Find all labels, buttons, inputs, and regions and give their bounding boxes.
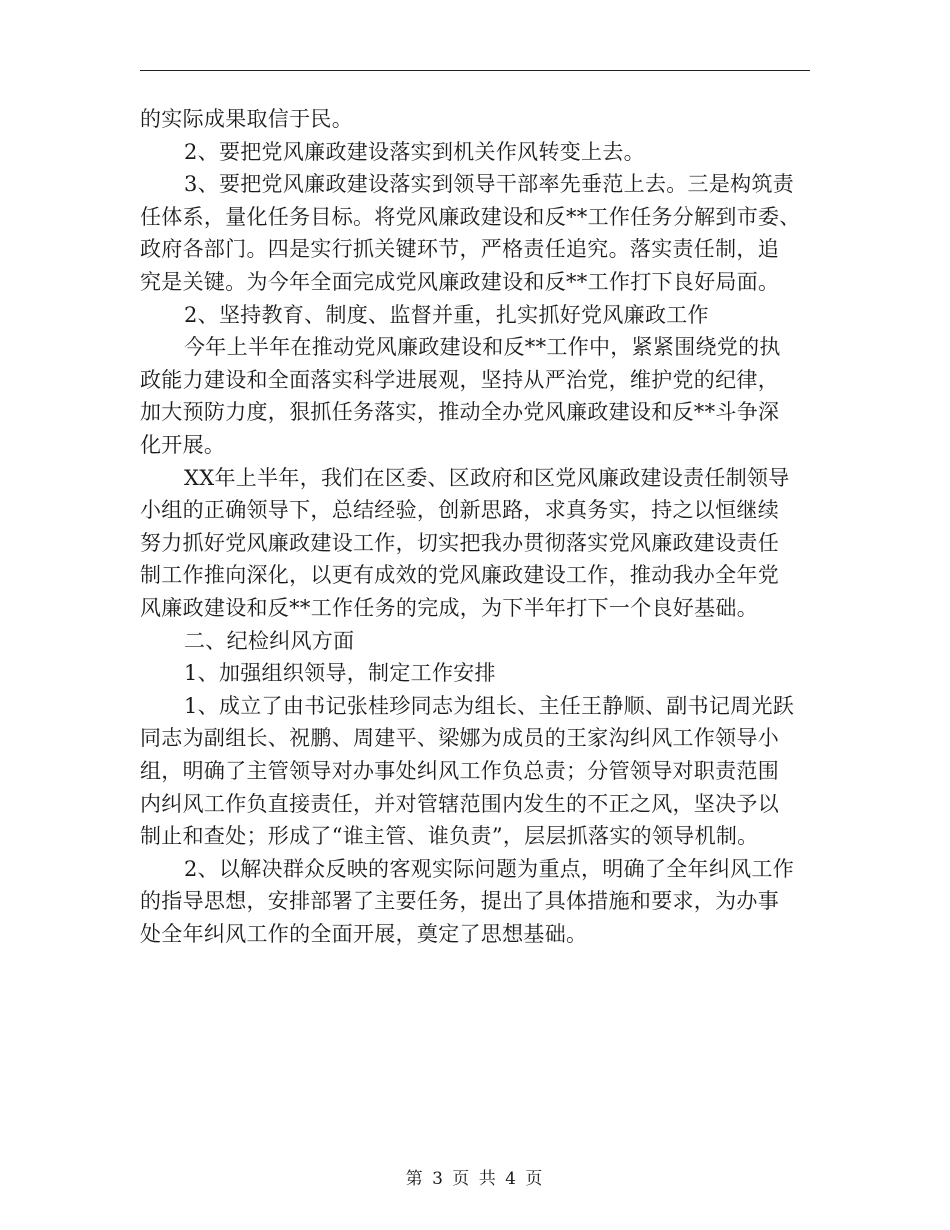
paragraph-line: 制工作推向深化，以更有成效的党风廉政建设工作，推动我办全年党 (140, 563, 779, 588)
paragraph-line: 政能力建设和全面落实科学进展观，坚持从严治党，维护党的纪律， (140, 367, 779, 392)
paragraph-line: 政府各部门。四是实行抓关键环节，严格责任追究。落实责任制，追 (140, 237, 779, 262)
paragraph-line: 究是关键。为今年全面完成党风廉政建设和反**工作打下良好局面。 (140, 270, 780, 294)
paragraph-line: 2、坚持教育、制度、监督并重，扎实抓好党风廉政工作 (184, 302, 709, 327)
paragraph-line: 1、成立了由书记张桂珍同志为组长、主任王静顺、副书记周光跃 (184, 693, 795, 718)
paragraph-line: 同志为副组长、祝鹏、周建平、梁娜为成员的王家沟纠风工作领导小 (140, 726, 779, 751)
paragraph-line: 任体系，量化任务目标。将党风廉政建设和反**工作任务分解到市委、 (140, 204, 801, 229)
page-footer: 第 3 页 共 4 页 (405, 1169, 545, 1189)
paragraph-line: XX年上半年，我们在区委、区政府和区党风廉政建设责任制领导 (184, 465, 790, 490)
paragraph-line: 风廉政建设和反**工作任务的完成，为下半年打下一个良好基础。 (140, 596, 758, 620)
paragraph-line: 的指导思想，安排部署了主要任务，提出了具体措施和要求，为办事 (140, 889, 779, 914)
paragraph-line: 小组的正确领导下，总结经验，创新思路，求真务实，持之以恒继续 (140, 498, 779, 523)
paragraph-line: 1、加强组织领导，制定工作安排 (184, 661, 496, 686)
paragraph-line: 3、要把党风廉政建设落实到领导干部率先垂范上去。三是构筑责 (184, 172, 795, 197)
paragraph-line: 努力抓好党风廉政建设工作，切实把我办贯彻落实党风廉政建设责任 (140, 530, 779, 555)
paragraph-line: 制止和查处；形成了“谁主管、谁负责”，层层抓落实的领导机制。 (140, 824, 759, 849)
paragraph-line: 今年上半年在推动党风廉政建设和反**工作中，紧紧围绕党的执 (184, 335, 781, 360)
paragraph-line: 化开展。 (140, 433, 226, 457)
paragraph-line: 内纠风工作负直接责任，并对管辖范围内发生的不正之风，坚决予以 (140, 791, 779, 816)
paragraph-line: 加大预防力度，狠抓任务落实，推动全办党风廉政建设和反**斗争深 (140, 400, 780, 425)
header-rule (140, 70, 810, 71)
paragraph-line: 的实际成果取信于民。 (140, 107, 353, 131)
paragraph-line: 2、以解决群众反映的客观实际问题为重点，明确了全年纠风工作 (184, 856, 795, 881)
paragraph-line: 二、纪检纠风方面 (184, 628, 355, 653)
paragraph-line: 2、要把党风廉政建设落实到机关作风转变上去。 (184, 139, 645, 164)
paragraph-line: 处全年纠风工作的全面开展，奠定了思想基础。 (140, 922, 588, 946)
paragraph-line: 组，明确了主管领导对办事处纠风工作负总责；分管领导对职责范围 (140, 759, 779, 783)
